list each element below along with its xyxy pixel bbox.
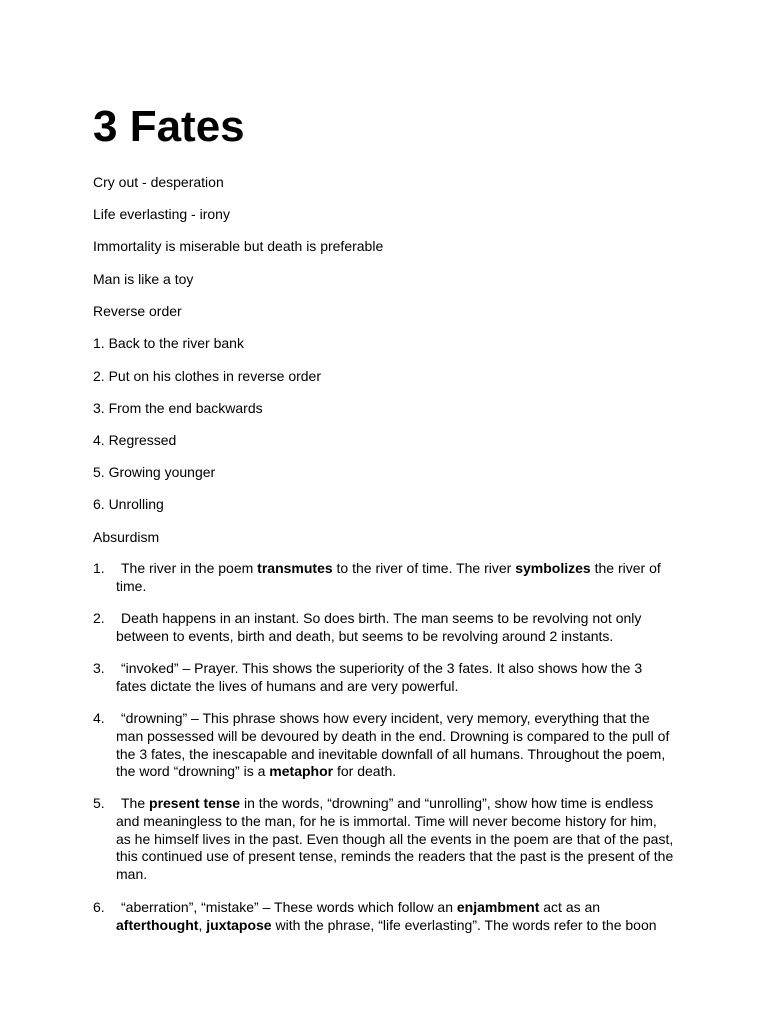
text-run: The river in the poem [121, 560, 258, 576]
text-run: with the phrase, “life everlasting”. The words refer to the boon [271, 916, 657, 933]
analysis-item-text [93, 899, 675, 935]
analysis-item-number: 6. [93, 899, 105, 915]
text-run: for death. [333, 763, 397, 780]
analysis-item-text [93, 710, 675, 781]
text-run: Death happens in an instant. So does birth. The man seems to be revolving not only between to events, birth and death, but seems to be revolving around 2 instants. [116, 610, 642, 644]
analysis-item-text [93, 610, 675, 646]
reverse-order-step: 3. From the end backwards [93, 400, 263, 416]
text-run: “aberration”, “mistake” – These words which follow an [121, 899, 457, 915]
reverse-order-step: 2. Put on his clothes in reverse order [93, 368, 322, 384]
analysis-item-number: 1. [93, 560, 105, 576]
analysis-item [93, 710, 675, 781]
reverse-order-step: 1. Back to the river bank [93, 335, 244, 351]
text-run: act as an [539, 899, 601, 915]
emphasized-term: metaphor [269, 763, 334, 780]
text-run: in the words, “drowning” and “unrolling”, show how time is endless and meaningless to the man, for he is immortal. Time will never become history for him, as he himself lives in the past. Even though all the events in the poem are that of the past, this continued use of present tense, reminds the readers that the past is the present of the man. [116, 795, 674, 883]
emphasized-term: juxtapose [206, 916, 272, 933]
section-heading-absurdism: Absurdism [93, 529, 160, 545]
text-run: “drowning” – This phrase shows how every incident, very memory, everything that the man possessed will be devoured by death in the end. Drowning is compared to the pull of the 3 fates, the inescapable and inevitable downfall of all humans. Throughout the poem, the word “drowning” is a [116, 710, 670, 780]
reverse-order-step: 4. Regressed [93, 432, 177, 448]
emphasized-term: enjambment [456, 899, 540, 915]
analysis-item [93, 610, 675, 646]
note-line: Immortality is miserable but death is preferable [93, 238, 384, 254]
page-title: 3 Fates [93, 102, 245, 151]
text-run: “invoked” – Prayer. This shows the superiority of the 3 fates. It also shows how the 3 fates dictate the lives of humans and are very powerful. [116, 660, 643, 694]
analysis-item [93, 899, 675, 935]
analysis-item-text [93, 560, 675, 596]
text-run: the river of time. [116, 560, 661, 594]
reverse-order-step: 5. Growing younger [93, 464, 216, 480]
analysis-item-number: 3. [93, 660, 105, 676]
text-run: to the river of time. The river [332, 560, 516, 576]
note-line: Man is like a toy [93, 271, 194, 287]
emphasized-term: present tense [149, 795, 241, 811]
note-line: Reverse order [93, 303, 182, 319]
note-line: Life everlasting - irony [93, 206, 230, 222]
analysis-item-number: 4. [93, 710, 105, 726]
analysis-item-number: 5. [93, 795, 105, 811]
analysis-item [93, 660, 675, 696]
emphasized-term: symbolizes [515, 560, 591, 576]
analysis-item [93, 795, 675, 884]
analysis-item-number: 2. [93, 610, 105, 626]
text-run: The [121, 795, 150, 811]
analysis-item [93, 560, 675, 596]
analysis-item-text [93, 795, 675, 884]
analysis-item-text [93, 660, 675, 696]
emphasized-term: afterthought [116, 916, 199, 933]
note-line: Cry out - desperation [93, 174, 224, 190]
text-run: , [198, 916, 207, 933]
reverse-order-step: 6. Unrolling [93, 496, 164, 512]
emphasized-term: transmutes [257, 560, 333, 576]
